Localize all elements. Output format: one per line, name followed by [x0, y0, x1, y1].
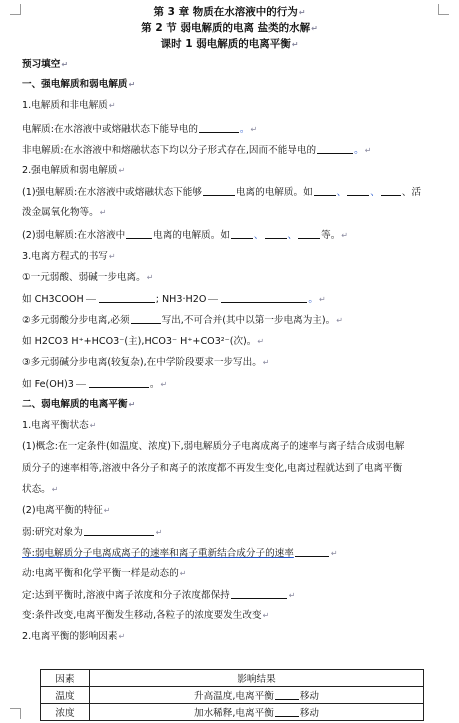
p1-s2a: (1)强电解质:在水溶液中或熔融状态下能够 电离的电解质。如 、 、 、活	[22, 187, 422, 198]
section-title: 第 2 节 弱电解质的电离 盐类的水解↵	[141, 22, 318, 34]
p1-s2b: (2)弱电解质:在水溶液中 电离的电解质。如 、 、 等。↵	[22, 230, 348, 241]
p2-f1: 弱:研究对象为 ↵	[22, 527, 163, 538]
p2-feat: (2)电离平衡的特征↵	[22, 505, 111, 516]
fill-blank[interactable]	[317, 143, 353, 154]
fill-blank[interactable]	[99, 292, 155, 303]
p1-s2a-cont: 泼金属氧化物等。↵	[22, 207, 107, 218]
fill-blank[interactable]	[275, 689, 299, 700]
p2-s2: 2.电离平衡的影响因素↵	[22, 631, 126, 642]
p1-r2-example: 如 H2CO3 H⁺+HCO3⁻(主),HCO3⁻ H⁺+CO3²⁻(次)。↵	[22, 336, 265, 347]
fill-blank[interactable]	[314, 185, 336, 196]
p2-f5: 变:条件改变,电离平衡发生移动,各粒子的浓度要发生改变↵	[22, 610, 270, 621]
fill-blank[interactable]	[231, 228, 253, 239]
fill-blank[interactable]	[381, 185, 401, 196]
fill-blank[interactable]	[89, 377, 149, 388]
fill-blank[interactable]	[126, 228, 152, 239]
p1-s2: 2.强电解质和弱电解质↵	[22, 165, 126, 176]
page-corner-mark	[10, 708, 21, 719]
table-header-cell: 影响结果	[90, 670, 424, 687]
lesson-title: 课时 1 弱电解质的电离平衡↵	[160, 38, 299, 50]
p2-f3: 动:电离平衡和化学平衡一样是动态的↵	[22, 568, 187, 579]
fill-blank[interactable]	[275, 706, 299, 717]
table-header-row	[41, 670, 424, 687]
p2-f2: 等:弱电解质分子电离成离子的速率和离子重新结合成分子的速率 ↵	[22, 548, 338, 559]
fill-blank[interactable]	[84, 525, 154, 536]
chapter-title: 第 3 章 物质在水溶液中的行为↵	[153, 6, 306, 18]
part1-heading: 一、强电解质和弱电解质↵	[22, 79, 136, 90]
table-cell: 温度	[41, 687, 90, 704]
p2-def-2: 质分子的速率相等,溶液中各分子和离子的浓度都不再发生变化,电离过程就达到了电离平衡	[22, 463, 403, 474]
table-cell: 浓度	[41, 704, 90, 721]
p1-r3: ③多元弱碱分步电离(较复杂),在中学阶段要求一步写出。↵	[22, 357, 270, 368]
p1-s1: 1.电解质和非电解质↵	[22, 100, 116, 111]
factors-table	[40, 669, 424, 721]
table-row	[41, 687, 424, 704]
fill-blank[interactable]	[131, 313, 161, 324]
p1-r3-example: 如 Fe(OH)3 。↵	[22, 379, 168, 390]
fill-blank[interactable]	[298, 228, 320, 239]
table-cell: 加水稀释,电离平衡 移动	[90, 704, 424, 721]
p2-s1: 1.电离平衡状态↵	[22, 420, 97, 431]
p2-f4: 定:达到平衡时,溶液中离子浓度和分子浓度都保持 ↵	[22, 590, 296, 601]
fill-blank[interactable]	[203, 185, 235, 196]
table-cell: 升高温度,电离平衡 移动	[90, 687, 424, 704]
p1-s1a: 电解质:在水溶液中或熔融状态下能导电的 。↵	[22, 124, 258, 135]
fill-blank[interactable]	[231, 588, 287, 599]
fill-blank[interactable]	[199, 122, 239, 133]
p1-r2: ②多元弱酸分步电离,必须 写出,不可合并(其中以第一步电离为主)。↵	[22, 315, 343, 326]
p1-s3: 3.电离方程式的书写↵	[22, 251, 116, 262]
fill-blank[interactable]	[265, 228, 287, 239]
fill-blank[interactable]	[221, 292, 307, 303]
table-header-cell: 因素	[41, 670, 90, 687]
table-row	[41, 704, 424, 721]
p2-def-1: (1)概念:在一定条件(如温度、浓度)下,弱电解质分子电离成离子的速率与离子结合成弱电解	[22, 441, 405, 452]
p1-r1-example: 如 CH3COOH ; NH3·H2O 。↵	[22, 294, 326, 305]
fill-blank[interactable]	[295, 546, 329, 557]
fill-blank[interactable]	[347, 185, 369, 196]
preview-label: 预习填空↵	[22, 59, 69, 70]
p2-def-3: 状态。↵	[22, 484, 59, 495]
p1-s1b: 非电解质:在水溶液中和熔融状态下均以分子形式存在,因而不能导电的 。↵	[22, 145, 372, 156]
p1-r1: ①一元弱酸、弱碱一步电离。↵	[22, 272, 154, 283]
part2-heading: 二、弱电解质的电离平衡↵	[22, 399, 136, 410]
